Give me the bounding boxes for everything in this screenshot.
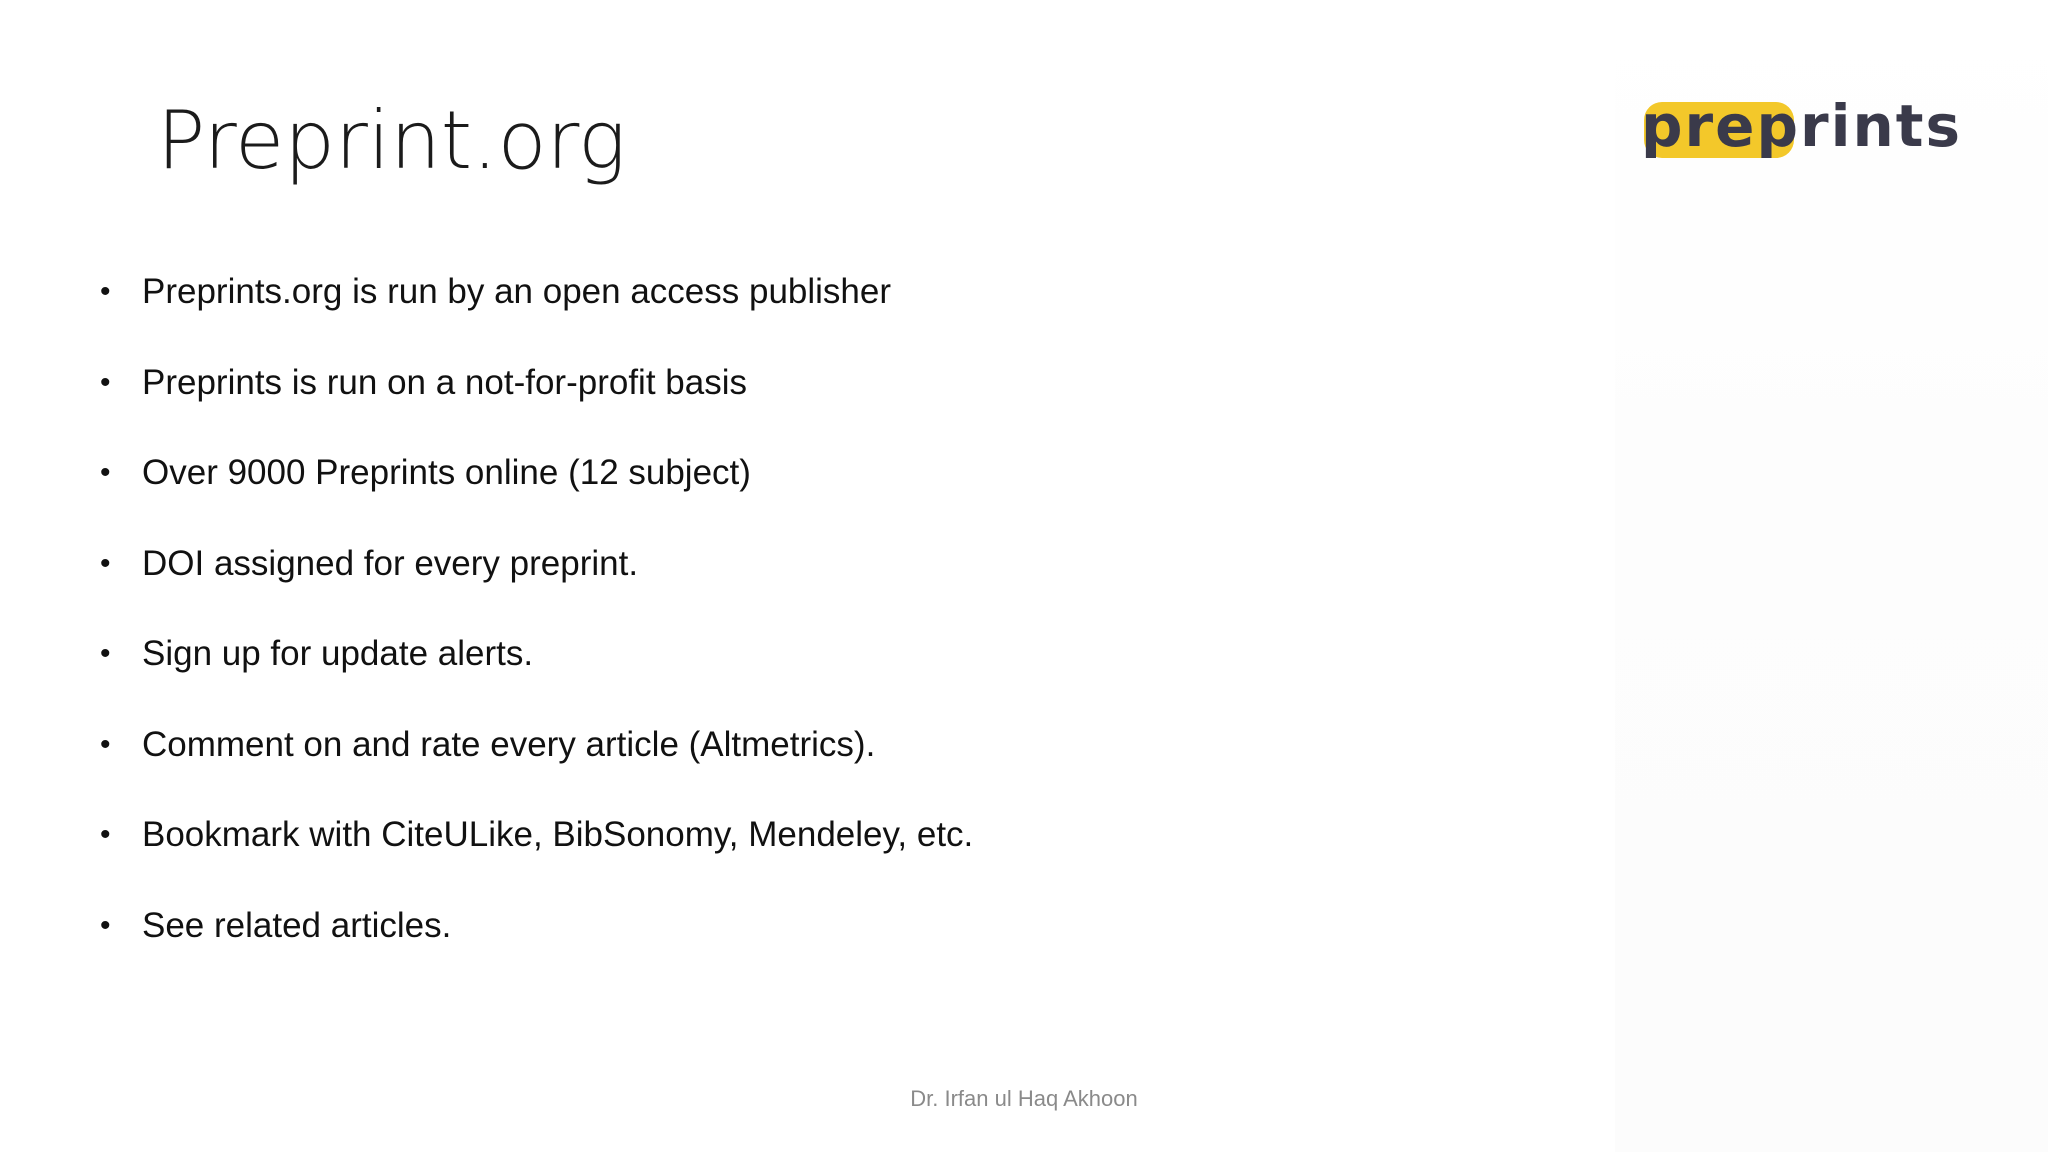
bullet-text: See related articles. [142, 905, 452, 945]
footer-author: Dr. Irfan ul Haq Akhoon [910, 1086, 1138, 1111]
bullet-item [100, 624, 973, 715]
bullet-text: Over 9000 Preprints online (12 subject) [142, 453, 751, 492]
preprints-logo [1641, 92, 1991, 170]
bullet-list [100, 262, 973, 986]
bullet-dot-icon: • [100, 456, 111, 489]
bullet-dot-icon: • [100, 908, 111, 942]
bullet-text: Comment on and rate every article (Altmetrics). [142, 724, 876, 764]
bullet-item [100, 443, 973, 534]
bullet-text: DOI assigned for every preprint. [142, 543, 639, 583]
slide-title: Preprint.org [157, 94, 627, 187]
logo-text: preprints [1641, 92, 1962, 160]
bullet-text: Preprints is run on a not-for-profit basis [142, 362, 747, 402]
bullet-text: Sign up for update alerts. [142, 634, 534, 673]
bullet-item [100, 353, 973, 444]
bullet-item [100, 262, 973, 353]
bullet-item [100, 805, 973, 896]
bullet-dot-icon: • [100, 365, 111, 399]
bullet-dot-icon: • [100, 275, 111, 308]
bullet-item [100, 896, 973, 987]
bullet-dot-icon: • [100, 727, 111, 761]
bullet-dot-icon: • [100, 546, 111, 580]
bullet-dot-icon: • [100, 818, 111, 851]
logo-panel-background [1615, 0, 2048, 1152]
bullet-text: Preprints.org is run by an open access publisher [142, 272, 892, 311]
bullet-item [100, 715, 973, 806]
bullet-dot-icon: • [100, 637, 111, 670]
bullet-text: Bookmark with CiteULike, BibSonomy, Mendeley, etc. [142, 815, 974, 854]
bullet-item [100, 534, 973, 625]
